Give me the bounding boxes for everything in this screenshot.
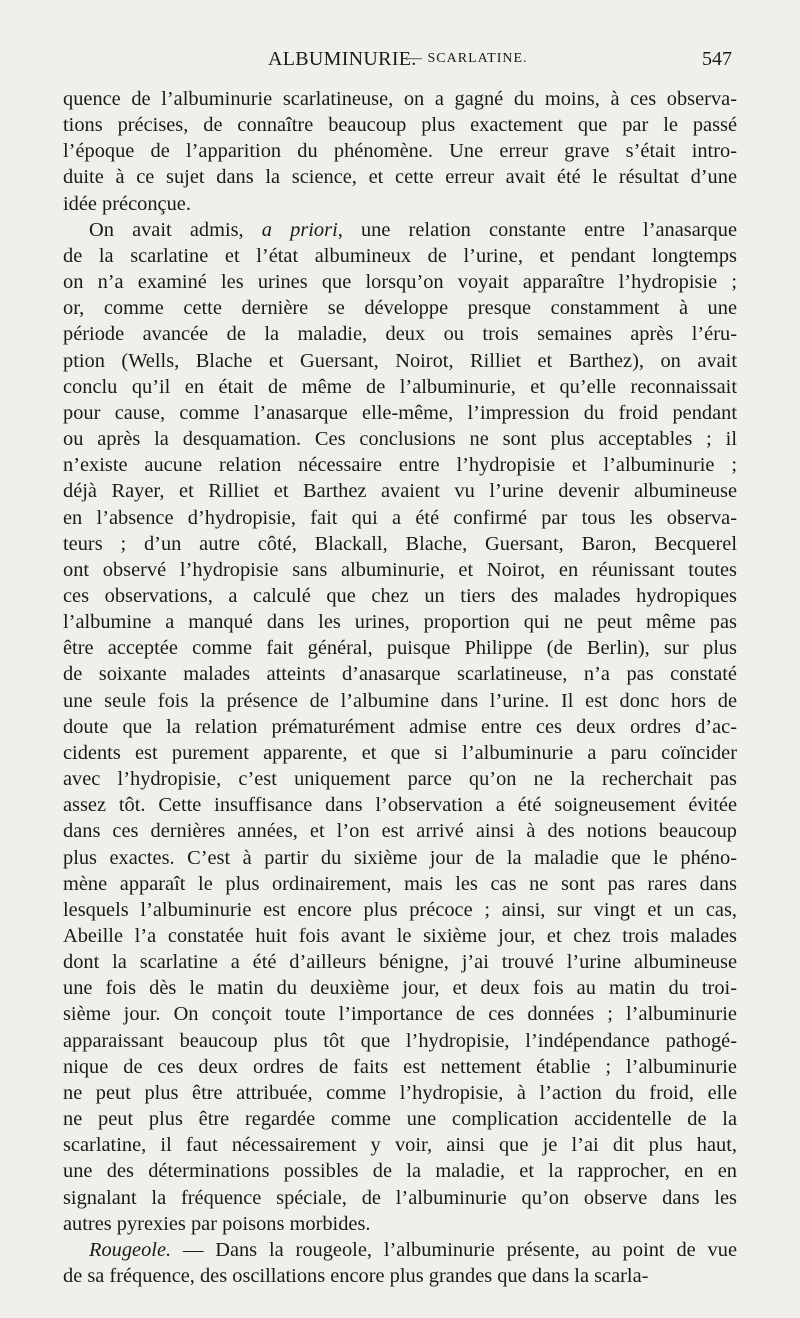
text-line: de soixante malades atteints d’anasarque scarlatineuse, n’a pas constaté bbox=[63, 663, 737, 686]
section-lead: Rougeole. bbox=[89, 1238, 172, 1261]
running-head-subtitle: — SCARLATINE. bbox=[408, 51, 528, 66]
text-line: ont observé l’hydropisie sans albuminurie, et Noirot, en réunissant toutes bbox=[63, 558, 737, 581]
italic-phrase: a priori bbox=[261, 218, 338, 241]
text-line: or, comme cette dernière se développe presque constamment à une bbox=[63, 297, 737, 320]
text-line: ou après la desquamation. Ces conclusions ne sont plus acceptables ; il bbox=[63, 428, 737, 451]
text-line: dans ces dernières années, et l’on est arrivé ainsi à des notions beaucoup bbox=[63, 820, 737, 843]
text-line: ces observations, a calculé que chez un tiers des malades hydropiques bbox=[63, 584, 737, 607]
text-line: période avancée de la maladie, deux ou trois semaines après l’éru- bbox=[63, 323, 737, 346]
text-line: ption (Wells, Blache et Guersant, Noirot, Rilliet et Barthez), on avait bbox=[63, 349, 737, 372]
paragraph bbox=[63, 1237, 737, 1289]
text-line: l’albumine a manqué dans les urines, proportion qui ne peut même pas bbox=[63, 611, 737, 634]
text-line: ne peut plus être regardée comme une complication accidentelle de la bbox=[63, 1108, 737, 1131]
paragraph bbox=[63, 217, 737, 1237]
text-line: déjà Rayer, et Rilliet et Barthez avaient vu l’urine devenir albumineuse bbox=[63, 480, 737, 503]
text-line: assez tôt. Cette insuffisance dans l’observation a été soigneusement évitée bbox=[63, 794, 737, 817]
text-line: idée préconçue. bbox=[63, 192, 191, 215]
text-line: l’époque de l’apparition du phénomène. Une erreur grave s’était intro- bbox=[63, 140, 737, 163]
text-line: conclu qu’il en était de même de l’albuminurie, et qu’elle reconnaissait bbox=[63, 375, 737, 398]
text-line: avec l’hydropisie, c’est uniquement parce qu’on ne la recherchait pas bbox=[63, 768, 737, 791]
text-line: signalant la fréquence spéciale, de l’albuminurie qu’on observe dans les bbox=[63, 1186, 737, 1209]
text-line: mène apparaît le plus ordinairement, mais les cas ne sont pas rares dans bbox=[63, 872, 737, 895]
paragraph bbox=[63, 86, 737, 217]
text-line: scarlatine, il faut nécessairement y voir, ainsi que je l’ai dit plus haut, bbox=[63, 1134, 737, 1157]
text-line: apparaissant beaucoup plus tôt que l’hydropisie, l’indépendance pathogé- bbox=[63, 1029, 737, 1052]
text-line: de la scarlatine et l’état albumineux de l’urine, et pendant longtemps bbox=[63, 244, 737, 267]
text-line: plus exactes. C’est à partir du sixième jour de la maladie que le phéno- bbox=[63, 846, 737, 869]
text-line: dont la scarlatine a été d’ailleurs bénigne, j’ai trouvé l’urine albumineuse bbox=[63, 951, 737, 974]
text-line: duite à ce sujet dans la science, et cette erreur avait été le résultat d’une bbox=[63, 166, 737, 189]
text-line: ne peut plus être attribuée, comme l’hydropisie, à l’action du froid, elle bbox=[63, 1081, 737, 1104]
text-line: en l’absence d’hydropisie, fait qui a été confirmé par tous les observa- bbox=[63, 506, 737, 529]
text-line: une fois dès le matin du deuxième jour, et deux fois au matin du troi- bbox=[63, 977, 737, 1000]
text-line: quence de l’albuminurie scarlatineuse, on a gagné du moins, à ces observa- bbox=[63, 88, 737, 110]
text-line: lesquels l’albuminurie est encore plus précoce ; ainsi, sur vingt et un cas, bbox=[63, 898, 737, 921]
text-line: être acceptée comme fait général, puisque Philippe (de Berlin), sur plus bbox=[63, 637, 737, 660]
text-line: teurs ; d’un autre côté, Blackall, Blache, Guersant, Baron, Becquerel bbox=[63, 532, 737, 555]
text-line: de sa fréquence, des oscillations encore plus grandes que dans la scarla- bbox=[63, 1265, 649, 1288]
text-line: cidents est purement apparente, et que si l’albuminurie a paru coïncider bbox=[63, 741, 737, 764]
page-number: 547 bbox=[702, 48, 732, 70]
text-line: Rougeole. — Dans la rougeole, l’albuminurie présente, au point de vue bbox=[89, 1238, 737, 1261]
text-line: autres pyrexies par poisons morbides. bbox=[63, 1212, 371, 1235]
text-line: une des déterminations possibles de la maladie, et la rapprocher, en en bbox=[63, 1160, 737, 1183]
body-text bbox=[63, 86, 737, 1289]
text-line: nique de ces deux ordres de faits est nettement établie ; l’albuminurie bbox=[63, 1055, 737, 1078]
text-line: Abeille l’a constatée huit fois avant le sixième jour, et chez trois malades bbox=[63, 925, 737, 947]
text-line: On avait admis, a priori, une relation constante entre l’anasarque bbox=[89, 218, 737, 241]
text-line: n’existe aucune relation nécessaire entre l’hydropisie et l’albuminurie ; bbox=[63, 454, 737, 477]
text-line: tions précises, de connaître beaucoup plus exactement que par le passé bbox=[63, 114, 737, 137]
running-head bbox=[268, 48, 732, 76]
text-line: doute que la relation prématurément admise entre ces deux ordres d’ac- bbox=[63, 715, 737, 738]
text-line: pour cause, comme l’anasarque elle-même, l’impression du froid pendant bbox=[63, 401, 737, 424]
text-line: sième jour. On conçoit toute l’importance de ces données ; l’albuminurie bbox=[63, 1003, 737, 1026]
text-line: une seule fois la présence de l’albumine dans l’urine. Il est donc hors de bbox=[63, 689, 737, 712]
text-line: on n’a examiné les urines que lorsqu’on voyait apparaître l’hydropisie ; bbox=[63, 271, 737, 294]
running-head-title: ALBUMINURIE. bbox=[268, 48, 417, 70]
